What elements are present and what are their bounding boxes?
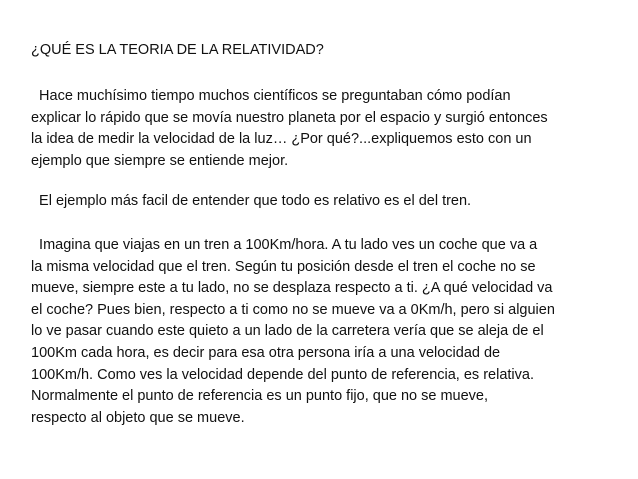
- paragraph-intro: [31, 86, 611, 172]
- text-line: 100Km/h. Como ves la velocidad depende del punto de referencia, es relativa.: [31, 366, 534, 383]
- text-line: Imagina que viajas en un tren a 100Km/hora. A tu lado ves un coche que va a: [31, 237, 538, 253]
- text-line: respecto al objeto que se mueve.: [31, 409, 245, 426]
- text-line: lo ve pasar cuando este quieto a un lado de la carretera vería que se aleja de el: [31, 323, 544, 340]
- text-line: ejemplo que siempre se entiende mejor.: [31, 152, 289, 169]
- page-title: ¿QUÉ ES LA TEORIA DE LA RELATIVIDAD?: [31, 42, 324, 58]
- text-line: explicar lo rápido que se movía nuestro planeta por el espacio y surgió entonces: [31, 109, 548, 126]
- text-line: el coche? Pues bien, respecto a ti como no se mueve va a 0Km/h, pero si alguien: [31, 301, 555, 318]
- text-line: mueve, siempre este a tu lado, no se desplaza respecto a ti. ¿A qué velocidad va: [31, 280, 553, 297]
- text-line: Normalmente el punto de referencia es un punto fijo, que no se mueve,: [31, 388, 489, 405]
- text-line: El ejemplo más facil de entender que todo es relativo es el del tren.: [31, 193, 472, 209]
- paragraph-train-example: [31, 235, 611, 429]
- text-line: 100Km cada hora, es decir para esa otra persona iría a una velocidad de: [31, 344, 501, 361]
- text-line: la idea de medir la velocidad de la luz… ¿Por qué?...expliquemos esto con un: [31, 131, 532, 148]
- text-line: la misma velocidad que el tren. Según tu posición desde el tren el coche no se: [31, 258, 536, 275]
- paragraph-example-intro: [31, 191, 611, 213]
- text-line: Hace muchísimo tiempo muchos científicos se preguntaban cómo podían: [31, 88, 511, 104]
